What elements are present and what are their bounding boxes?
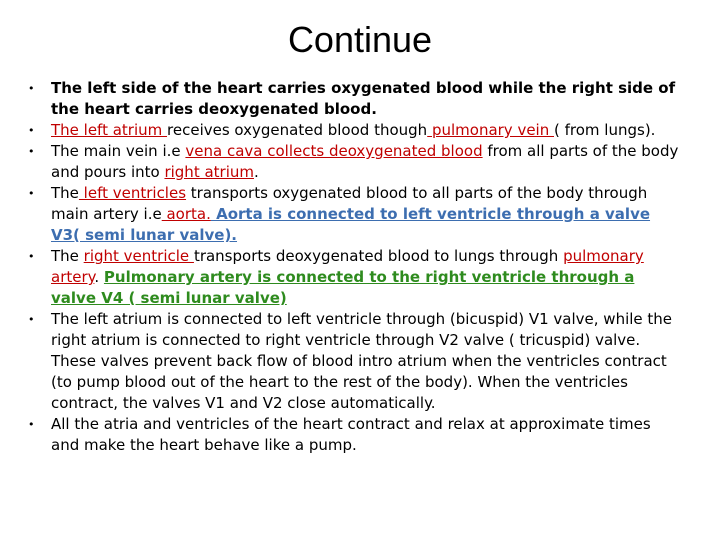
bullet-dot-icon: • (28, 145, 35, 158)
bullet-item (0, 141, 720, 183)
highlight-aorta: aorta. (161, 205, 211, 223)
bullet-text: from all parts of the body and pours into (51, 142, 679, 181)
highlight-pulmonary-valve: Pulmonary artery is connected to the right ventricle through a valve V4 ( semi lunar valve) (51, 268, 635, 307)
highlight-left-atrium: The left atrium (51, 121, 168, 139)
highlight-right-ventricle: right ventricle (83, 247, 194, 265)
highlight-aorta-valve: Aorta is connected to left ventricle through a valve V3( semi lunar valve). (51, 205, 651, 244)
bullet-item (0, 309, 720, 414)
bullet-text: The (51, 247, 84, 265)
bullet-item (0, 246, 720, 309)
bullet-text: . (254, 163, 259, 181)
bullet-dot-icon: • (28, 187, 35, 200)
bullet-dot-icon: • (28, 124, 35, 137)
bullet-text: ( from lungs). (554, 121, 656, 139)
bullet-text: The (51, 184, 79, 202)
bullet-dot-icon: • (28, 313, 35, 326)
bullet-dot-icon: • (28, 418, 35, 431)
bullet-item (0, 120, 720, 141)
bullet-text: The main vein i.e (51, 142, 186, 160)
bullet-text: receives oxygenated blood though (167, 121, 428, 139)
bullet-item (0, 183, 720, 246)
highlight-vena-cava: vena cava collects deoxygenated blood (185, 142, 483, 160)
slide-title: Continue (287, 19, 433, 60)
bullet-dot-icon: • (28, 82, 35, 95)
bullet-text: transports deoxygenated blood to lungs through (193, 247, 564, 265)
bullet-text: The left side of the heart carries oxygenated blood while the right side of the heart carries deoxygenated blood. (51, 79, 676, 118)
bullet-text: The left atrium is connected to left ventricle through (bicuspid) V1 valve, while the right atrium is connected to right ventricle through V2 valve ( tricuspid) valve. These valves prevent back flow of blood intro atrium when the ventricles contract (to pump blood out of the heart to the rest of the body). When the ventricles contract, the valves V1 and V2 close automatically. (51, 310, 673, 412)
bullet-item (0, 414, 720, 456)
bullet-text: All the atria and ventricles of the heart contract and relax at approximate times and make the heart behave like a pump. (51, 415, 651, 454)
bullet-list (0, 78, 720, 456)
bullet-dot-icon: • (28, 250, 35, 263)
highlight-left-ventricles: left ventricles (78, 184, 187, 202)
bullet-text: . (94, 268, 104, 286)
highlight-pulmonary-artery: pulmonary artery (51, 247, 644, 286)
bullet-text: transports oxygenated blood to all parts of the body through main artery i.e (51, 184, 648, 223)
highlight-right-atrium: right atrium (164, 163, 254, 181)
highlight-pulmonary-vein: pulmonary vein (427, 121, 554, 139)
bullet-item (0, 78, 720, 120)
